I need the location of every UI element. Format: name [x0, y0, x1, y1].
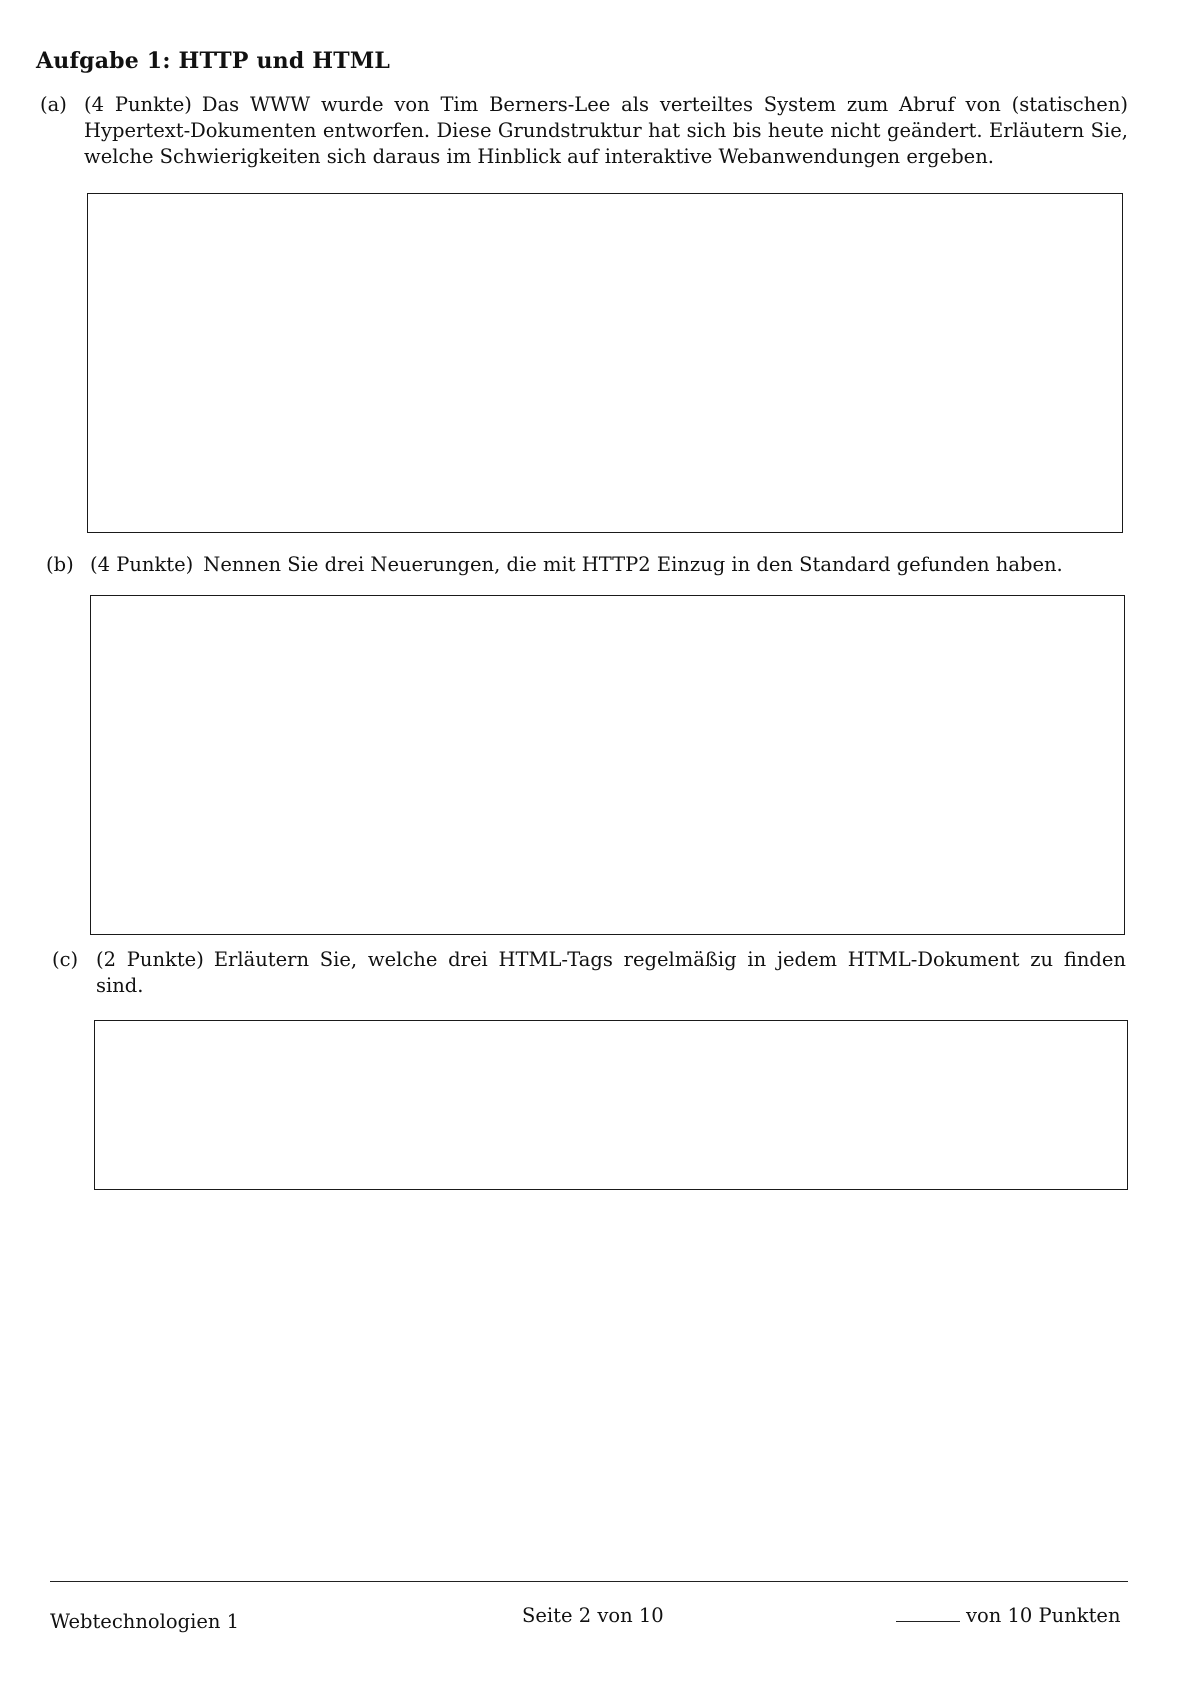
answer-box-a[interactable]	[87, 193, 1123, 533]
question-label: (b)	[46, 553, 74, 576]
question-points: (2 Punkte)	[96, 948, 204, 971]
question-points: (4 Punkte)	[84, 93, 192, 116]
answer-box-c[interactable]	[94, 1020, 1128, 1190]
answer-box-b[interactable]	[90, 595, 1125, 935]
footer-score-label: von 10 Punkten	[966, 1604, 1121, 1627]
question-label: (a)	[40, 93, 67, 116]
question-b	[46, 552, 1128, 580]
footer-score	[896, 1604, 1121, 1627]
question-points: (4 Punkte)	[90, 553, 194, 576]
question-label: (c)	[52, 948, 79, 971]
task-heading: Aufgabe 1: HTTP und HTML	[36, 48, 391, 74]
footer-divider	[50, 1581, 1128, 1582]
footer-course: Webtechnologien 1	[50, 1610, 240, 1633]
question-text: Das WWW wurde von Tim Berners-Lee als verteiltes System zum Abruf von (statischen) Hypertext-Dokumenten entworfen. Diese Grundstruktur hat sich bis heute nicht geändert. Erläutern Sie, welche Schwierigkeiten sich daraus im Hinblick auf interaktive Webanwendungen ergeben.	[84, 93, 1128, 168]
question-a	[40, 92, 1128, 172]
question-text: Erläutern Sie, welche drei HTML-Tags regelmäßig in jedem HTML-Dokument zu finden sind.	[96, 948, 1126, 997]
question-text: Nennen Sie drei Neuerungen, die mit HTTP2 Einzug in den Standard gefunden haben.	[203, 553, 1063, 576]
question-c	[52, 947, 1128, 1001]
score-blank-field[interactable]	[896, 1607, 960, 1622]
footer-page-number: Seite 2 von 10	[522, 1604, 664, 1627]
